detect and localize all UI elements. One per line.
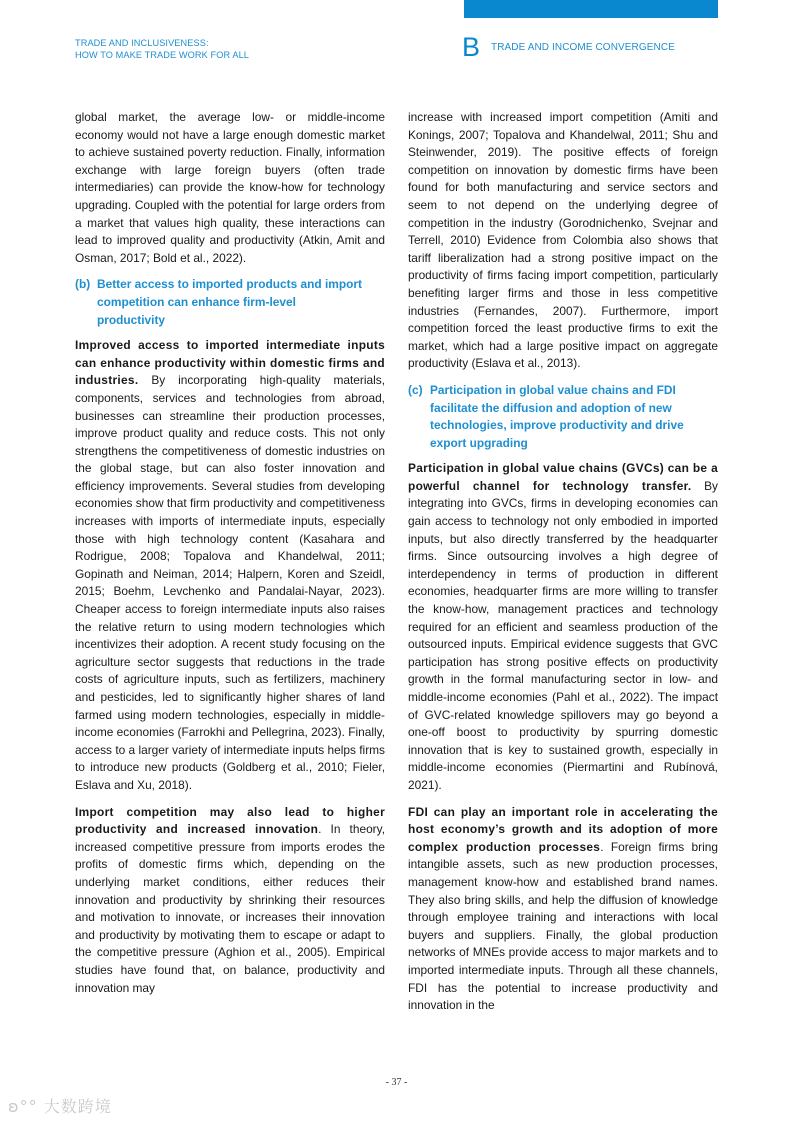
watermark-text: 大数跨境 bbox=[43, 1097, 112, 1116]
report-title-line-2: HOW TO MAKE TRADE WORK FOR ALL bbox=[75, 50, 250, 60]
paragraph bbox=[408, 804, 718, 1015]
watermark bbox=[8, 1094, 112, 1117]
report-title bbox=[75, 37, 249, 61]
paragraph-lead: FDI can play an important role in accelerating the host economy’s growth and its adoption of more complex production processes bbox=[408, 804, 718, 854]
report-title-line-1: TRADE AND INCLUSIVENESS: bbox=[75, 38, 209, 48]
subheading-label: (c) bbox=[408, 382, 423, 397]
paragraph-body: By incorporating high-quality materials, components, services and technologies from abroad, businesses can streamline their production processes, improve product quality and reduce costs. This not only strengthens the competitiveness of domestic industries on the global stage, but can also foster innovation and efficiency improvements. Several studies from developing economies show that firm productivity and competitiveness increases with imports of intermediate inputs, especially those with high technology content (Kasahara and Rodrigue, 2008; Topalova and Khandelwal, 2011; Gopinath and Neiman, 2014; Halpern, Koren and Szeidl, 2015; Boehm, Levchenko and Pandalai-Nayar, 2023). Cheaper access to foreign intermediate inputs also raises the relative return to using modern technologies which incentivizes their adoption. A recent study focusing on the agriculture sector suggests that reductions in the trade costs of agriculture inputs, such as fertilizers, machinery and pesticides, led to significantly higher shares of land farmed using modern technologies, especially in middle-income economies (Farrokhi and Pellegrina, 2023). Finally, access to a larger variety of intermediate inputs helps firms to introduce new products (Goldberg et al., 2010; Fieler, Eslava and Xu, 2018). bbox=[75, 373, 385, 792]
section-title: TRADE AND INCOME CONVERGENCE bbox=[491, 42, 675, 53]
subheading-label: (b) bbox=[75, 277, 91, 292]
subheading-text: Better access to imported products and import competition can enhance firm-level productivity bbox=[97, 277, 362, 327]
paragraph-body: . In theory, increased competitive pressure from imports erodes the profits of domestic firms which, depending on the underlying market conditions, either reduces their innovation and productivity by shrinking their resources and motivation to innovate, or increases their innovation and productivity by motivating them to escape or adapt to the competitive pressure (Aghion et al., 2005). Empirical studies have found that, on balance, productivity and innovation may bbox=[75, 822, 386, 995]
left-column bbox=[75, 109, 385, 997]
subheading-b bbox=[75, 276, 385, 329]
subheading-text: Participation in global value chains and FDI facilitate the diffusion and adoption of new technologies, improve productivity and drive export upgrading bbox=[430, 382, 684, 450]
section-letter: B bbox=[462, 32, 481, 62]
paragraph: global market, the average low- or middle-income economy would not have a large enough domestic market to achieve sustained poverty reduction. Finally, information exchange with large foreign buyers (often trade intermediaries) can provide the know-how for technology upgrading. Coupled with the potential for large orders from a market that values high quality, these interactions can lead to improved quality and productivity (Atkin, Amit and Osman, 2017; Bold et al., 2022). bbox=[75, 110, 385, 265]
header-accent-bar bbox=[464, 0, 718, 18]
paragraph bbox=[408, 460, 718, 794]
page-number: - 37 - bbox=[385, 1077, 408, 1088]
paragraph-lead: Improved access to imported intermediate inputs can enhance productivity within domestic firms and industries. bbox=[75, 338, 385, 388]
subheading-c bbox=[408, 382, 718, 452]
right-column bbox=[408, 109, 718, 1015]
paragraph bbox=[75, 337, 385, 794]
watermark-logo-icon: ʚ°° bbox=[8, 1097, 38, 1116]
paragraph: increase with increased import competition (Amiti and Konings, 2007; Topalova and Khandelwal, 2011; Shu and Steinwender, 2019). The positive effects of foreign competition on innovation by domestic firms have been found for both manufacturing and service sectors and seem to not depend on the underlying degree of competition in the industry (Gorodnichenko, Svejnar and Terrell, 2010) Evidence from Colombia also shows that tariff liberalization had a strong positive impact on the productivity of firms facing import competition, particularly benefiting larger firms and those in less competitive industries (Fernandes, 2007). Furthermore, import competition forced the least productive firms to exit the market, which had a large positive impact on aggregate productivity (Eslava et al., 2013). bbox=[408, 110, 718, 371]
paragraph-body: . Foreign firms bring intangible assets, such as new production processes, management know-how and established brand names. They also bring skills, and help the diffusion of knowledge through employee training and interactions with local buyers and suppliers. Finally, the global production networks of MNEs provide access to major markets and to imported intermediate inputs. Through all these channels, FDI has the potential to increase productivity and innovation in the bbox=[408, 839, 718, 1013]
paragraph-lead: Import competition may also lead to higher productivity and increased innovation bbox=[75, 804, 385, 837]
paragraph-body: By integrating into GVCs, firms in developing economies can gain access to technology not only embodied in imported inputs, but also directly transferred by the headquarter firms. Since outsourcing involves a high degree of interdependency in terms of production in different economies, headquarter firms are more willing to transfer the know-how, management practices and technology required for an efficient and seamless production of the outsourced inputs. Empirical evidence suggests that GVC participation has strong positive effects on productivity growth in the formal manufacturing sector in low- and middle-income economies (Pahl et al., 2022). The impact of GVC-related knowledge spillovers may go beyond a one-off boost to productivity by spurring domestic innovation that is key to sustained growth, especially in middle-income economies (Piermartini and Rubínová, 2021). bbox=[408, 478, 718, 792]
paragraph bbox=[75, 804, 385, 998]
paragraph-lead: Participation in global value chains (GVCs) can be a powerful channel for technology transfer. bbox=[408, 461, 718, 493]
